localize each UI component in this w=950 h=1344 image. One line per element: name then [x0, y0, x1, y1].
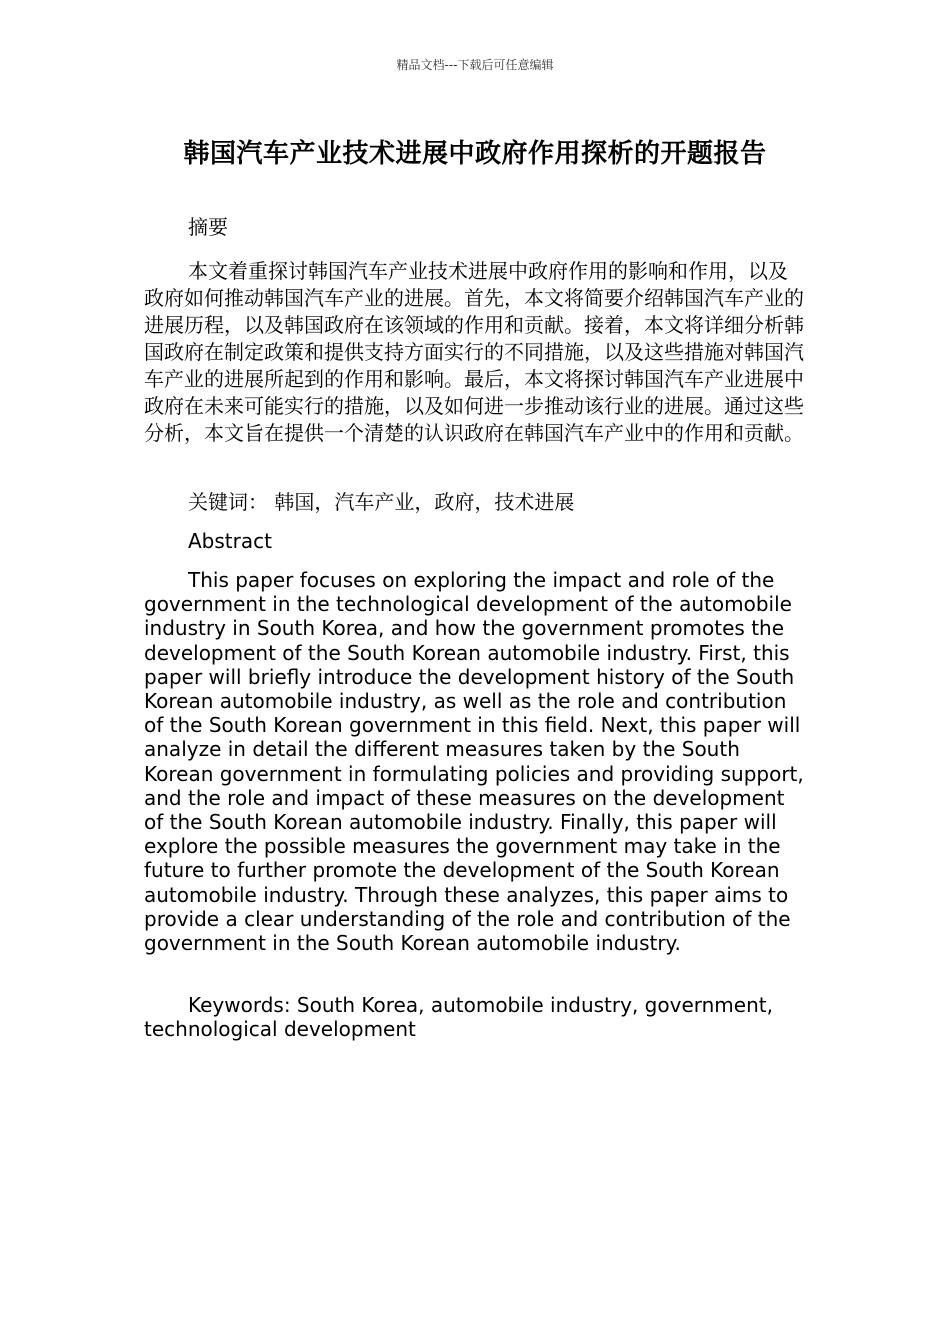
header-note: 精品文档---下载后可任意编辑	[396, 58, 554, 72]
keywords-en: Keywords: South Korea, automobile industry, government, technological development	[144, 993, 773, 1042]
abstract-heading-cn: 摘要	[188, 215, 228, 239]
abstract-body-cn: 本文着重探讨韩国汽车产业技术进展中政府作用的影响和作用，以及政府如何推动韩国汽车产业的进展。首先，本文将简要介绍韩国汽车产业的进展历程，以及韩国政府在该领域的作用和贡献。接着，本文将详细分析韩国政府在制定政策和提供支持方面实行的不同措施，以及这些措施对韩国汽车产业的进展所起到的作用和影响。最后，本文将探讨韩国汽车产业进展中政府在未来可能实行的措施，以及如何进一步推动该行业的进展。通过这些分析，本文旨在提供一个清楚的认识政府在韩国汽车产业中的作用和贡献。	[144, 259, 804, 445]
abstract-body-en: This paper focuses on exploring the impact and role of the government in the technological development of the automobile industry in South Korea, and how the government promotes the development of the South Korean automobile industry. First, this paper will briefly introduce the development history of the South Korean automobile industry, as well as the role and contribution of the South Korean government in this field. Next, this paper will analyze in detail the different measures taken by the South Korean government in formulating policies and providing support, and the role and impact of these measures on the development of the South Korean automobile industry. Finally, this paper will explore the possible measures the government may take in the future to further promote the development of the South Korean automobile industry. Through these analyzes, this paper aims to provide a clear understanding of the role and contribution of the government in the South Korean automobile industry.	[144, 568, 804, 956]
keywords-cn: 关键词： 韩国，汽车产业，政府，技术进展	[188, 490, 575, 514]
document-title: 韩国汽车产业技术进展中政府作用探析的开题报告	[183, 139, 767, 169]
abstract-heading-en: Abstract	[188, 529, 272, 553]
